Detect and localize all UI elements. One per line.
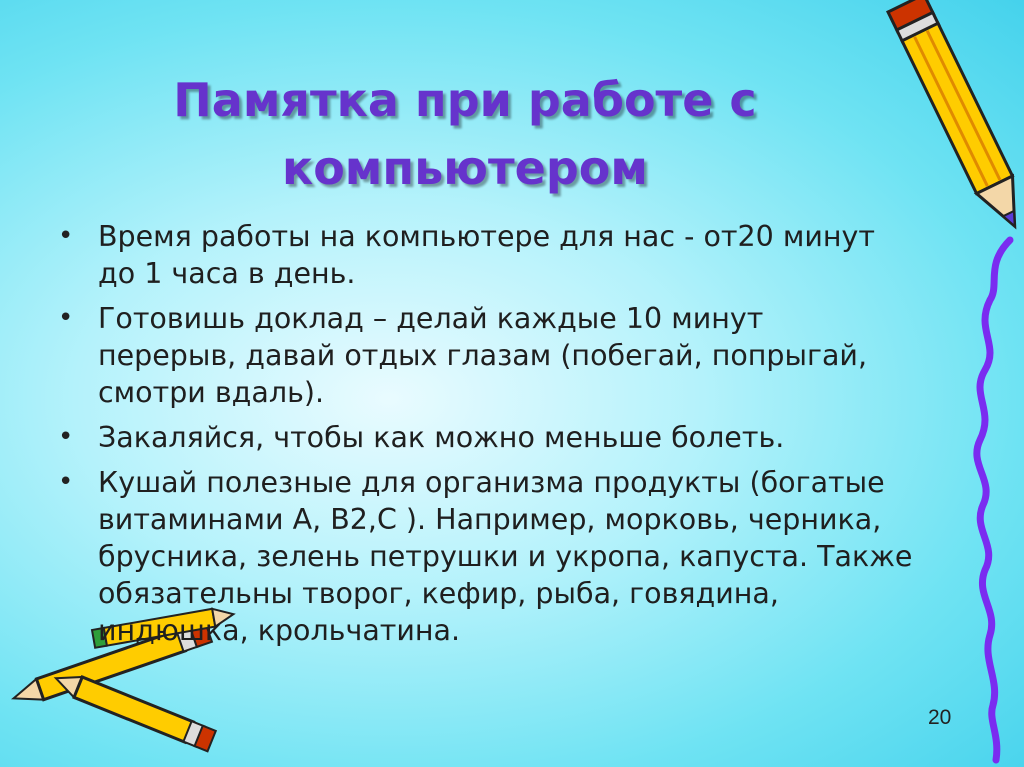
list-item [58,419,978,456]
pencil-icon [52,668,216,751]
bullet-list [58,218,978,657]
list-item [58,218,978,292]
bullet-text: Готовишь доклад – делай каждые 10 минут перерыв, давай отдых глазам (побегай, попрыгай, смотри вдаль). [98,302,868,409]
bullet-text: Кушай полезные для организма продукты (богатые витаминами А, В2,С ). Например, морковь, черника, брусника, зелень петрушки и укропа, капуста. Также обязательны творог, кефир, рыба, говядина, индюшка, крольчатина. [98,466,913,647]
bullet-point: • [58,221,74,251]
slide-title [120,66,810,202]
list-item [58,300,978,411]
title-line-1: Памятка при работе с [173,73,757,127]
page-number: 20 [928,706,952,729]
list-item [58,464,978,649]
bullet-point: • [58,303,74,333]
bullet-text: Закаляйся, чтобы как можно меньше болеть. [98,421,785,454]
title-line-2: компьютером [281,141,648,195]
bullet-point: • [58,467,74,497]
bullet-point: • [58,422,74,452]
bullet-text: Время работы на компьютере для нас - от20 минут до 1 часа в день. [98,220,875,290]
